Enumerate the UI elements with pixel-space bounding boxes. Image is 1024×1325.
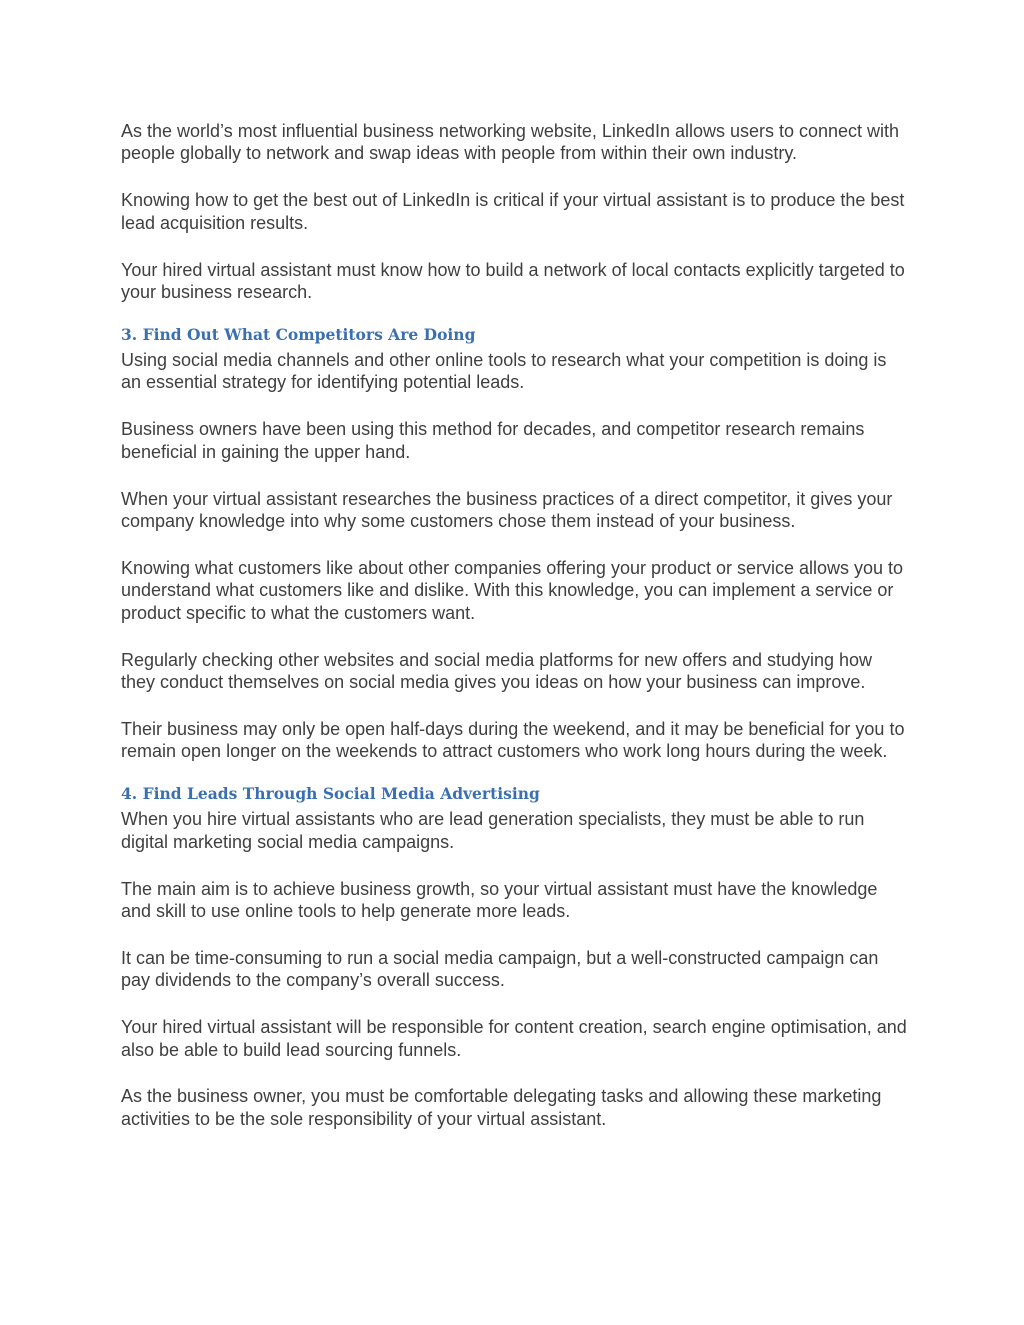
paragraph-campaign-dividends: It can be time-consuming to run a social media campaign, but a well-constructed campaign can pay dividends to the company’s overall success. — [121, 947, 879, 991]
paragraph-business-owners-method: Business owners have been using this method for decades, and competitor research remains beneficial in gaining the upper hand. — [121, 419, 865, 462]
section-heading-competitors: 3. Find Out What Competitors Are Doing — [121, 324, 476, 344]
paragraph-linkedin-best: Knowing how to get the best out of LinkedIn is critical if your virtual assistant is to produce the best lead acquisition results. — [121, 190, 905, 233]
paragraph-direct-competitor: When your virtual assistant researches the business practices of a direct competitor, it gives your company knowledge into why some customers chose them instead of your business. — [121, 488, 893, 531]
paragraph-business-growth: The main aim is to achieve business growth, so your virtual assistant must have the knowledge and skill to use online tools to help generate more leads. — [121, 878, 878, 921]
paragraph-weekend-hours: Their business may only be open half-days during the weekend, and it may be beneficial for you to remain open longer on the weekends to attract customers who work long hours during the week. — [121, 718, 905, 762]
section-heading-social-advertising: 4. Find Leads Through Social Media Advertising — [121, 784, 540, 804]
paragraph-lead-specialists: When you hire virtual assistants who are lead generation specialists, they must be able to run digital marketing social media campaigns. — [121, 809, 865, 852]
paragraph-competition-research: Using social media channels and other online tools to research what your competition is doing is an essential strategy for identifying potential leads. — [121, 349, 887, 393]
paragraph-checking-websites: Regularly checking other websites and social media platforms for new offers and studying how they conduct themselves on social media gives you ideas on how your business can improve. — [121, 649, 873, 692]
paragraph-content-creation: Your hired virtual assistant will be responsible for content creation, search engine optimisation, and also be able to build lead sourcing funnels. — [121, 1017, 907, 1060]
paragraph-delegating-tasks: As the business owner, you must be comfortable delegating tasks and allowing these marketing activities to be the sole responsibility of your virtual assistant. — [121, 1086, 882, 1129]
paragraph-local-contacts: Your hired virtual assistant must know how to build a network of local contacts explicitly targeted to your business research. — [121, 259, 905, 303]
paragraph-linkedin-intro: As the world’s most influential business networking website, LinkedIn allows users to connect with people globally to network and swap ideas with people from within their own industry. — [121, 121, 900, 164]
document-body — [121, 120, 911, 1155]
paragraph-customer-likes: Knowing what customers like about other companies offering your product or service allows you to understand what customers like and dislike. With this knowledge, you can implement a service or product specific to what the customers want. — [121, 557, 904, 623]
